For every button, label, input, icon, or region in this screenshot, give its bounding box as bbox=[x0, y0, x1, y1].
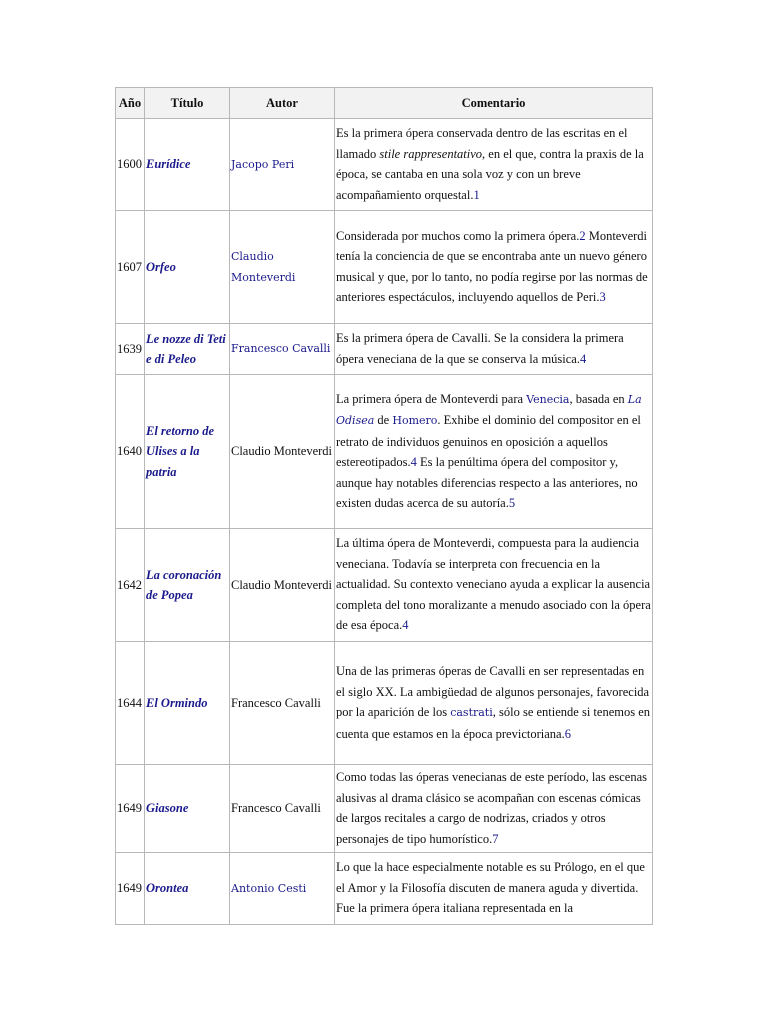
table-row bbox=[116, 211, 653, 324]
cell-year: 1649 bbox=[116, 765, 145, 853]
cell-year: 1644 bbox=[116, 642, 145, 765]
reference-link[interactable]: 4 bbox=[410, 455, 417, 469]
author-name: Francesco Cavalli bbox=[231, 801, 321, 816]
header-comment: Comentario bbox=[335, 88, 653, 119]
cell-year: 1640 bbox=[116, 375, 145, 529]
table-row bbox=[116, 642, 653, 765]
reference-link[interactable]: 7 bbox=[492, 831, 499, 846]
cell-comment bbox=[335, 529, 653, 642]
cell-author bbox=[230, 211, 335, 324]
table-row bbox=[116, 119, 653, 211]
cell-comment bbox=[335, 375, 653, 529]
table-row bbox=[116, 324, 653, 375]
reference-link[interactable]: 1 bbox=[473, 187, 480, 202]
cell-title bbox=[145, 529, 230, 642]
cell-year: 1642 bbox=[116, 529, 145, 642]
cell-author bbox=[230, 765, 335, 853]
opera-title-link[interactable]: El retorno de Ulises a la patria bbox=[146, 423, 215, 479]
author-link[interactable]: Jacopo Peri bbox=[231, 157, 295, 171]
reference-link[interactable]: 2 bbox=[579, 228, 586, 243]
reference-link[interactable]: 4 bbox=[402, 618, 409, 633]
cell-title bbox=[145, 765, 230, 853]
header-author: Autor bbox=[230, 88, 335, 119]
cell-comment bbox=[335, 642, 653, 765]
author-link[interactable]: Francesco Cavalli bbox=[231, 342, 331, 356]
comment-text: , basada en bbox=[569, 391, 628, 406]
comment-text: Como todas las óperas venecianas de este período, las escenas alusivas al drama clásico se acompañan con escenas cómicas de largos recitales a cargo de nodrizas, criados y otros personajes de tipo humorístico. bbox=[336, 770, 648, 846]
cell-comment bbox=[335, 119, 653, 211]
comment-text: de bbox=[374, 413, 393, 427]
table-header-row bbox=[116, 88, 653, 119]
comment-text: Es la primera ópera de Cavalli. Se la considera la primera ópera veneciana de la que se conserva la música. bbox=[336, 331, 624, 366]
cell-author bbox=[230, 324, 335, 375]
header-year: Año bbox=[116, 88, 145, 119]
comment-link[interactable]: Homero bbox=[392, 414, 438, 427]
opera-title-link[interactable]: Orontea bbox=[146, 881, 189, 896]
table-row bbox=[116, 853, 653, 925]
cell-year: 1600 bbox=[116, 119, 145, 211]
cell-author bbox=[230, 529, 335, 642]
comment-text: stile rappresentativo bbox=[379, 146, 483, 161]
comment-link[interactable]: castrati bbox=[450, 706, 493, 719]
cell-year: 1607 bbox=[116, 211, 145, 324]
cell-title bbox=[145, 375, 230, 529]
comment-text: Lo que la hace especialmente notable es su Prólogo, en el que el Amor y la Filosofía discuten de manera aguda y divertida. Fue la primera ópera italiana representada en la bbox=[336, 860, 645, 916]
comment-text: Considerada por muchos como la primera ópera. bbox=[336, 228, 580, 243]
reference-link[interactable]: 5 bbox=[508, 496, 516, 510]
cell-comment bbox=[335, 765, 653, 853]
table-row bbox=[116, 765, 653, 853]
comment-text: Es la primera ópera conservada dentro de las escritas en el llamado bbox=[336, 126, 628, 161]
cell-title bbox=[145, 119, 230, 211]
opera-title-link[interactable]: La coronación de Popea bbox=[146, 567, 222, 602]
comment-text: , sólo se entiende si tenemos en cuenta que estamos en la época previctoriana. bbox=[336, 705, 651, 741]
opera-title-link[interactable]: Giasone bbox=[146, 801, 189, 816]
cell-title bbox=[145, 324, 230, 375]
cell-author bbox=[230, 375, 335, 529]
comment-text: La última ópera de Monteverdi, compuesta para la audiencia veneciana. Todavía se interpreta con frecuencia en la actualidad. Su contexto veneciano ayuda a explicar la ausencia completa del tono moralizante a menudo asociado con la ópera de esa época. bbox=[336, 536, 651, 633]
cell-title bbox=[145, 642, 230, 765]
cell-year: 1649 bbox=[116, 853, 145, 925]
comment-text: . Exhibe el dominio del compositor en el retrato de individuos genuinos en oposición a aquellos estereotipados. bbox=[336, 413, 641, 469]
author-name: Claudio Monteverdi bbox=[231, 577, 333, 592]
cell-comment bbox=[335, 853, 653, 925]
reference-link[interactable]: 4 bbox=[579, 351, 587, 366]
comment-text: Monteverdi tenía la conciencia de que se encontraba ante un nuevo género musical y que, por lo tanto, no podía regirse por las normas de anteriores espectáculos, incluyendo aquellos de Peri. bbox=[336, 228, 648, 304]
comment-link[interactable]: La Odisea bbox=[336, 392, 642, 427]
author-name: Francesco Cavalli bbox=[231, 695, 321, 710]
opera-title-link[interactable]: Le nozze di Teti e di Peleo bbox=[146, 331, 226, 366]
cell-author bbox=[230, 853, 335, 925]
comment-text: Es la penúltima ópera del compositor y, aunque hay notables diferencias respecto a las anteriores, no existen dudas acerca de su autoría. bbox=[336, 455, 638, 510]
cell-author bbox=[230, 119, 335, 211]
cell-author bbox=[230, 642, 335, 765]
opera-title-link[interactable]: El Ormindo bbox=[146, 695, 208, 710]
cell-year: 1639 bbox=[116, 324, 145, 375]
comment-text: La primera ópera de Monteverdi para bbox=[336, 391, 527, 406]
reference-link[interactable]: 6 bbox=[564, 726, 571, 741]
cell-title bbox=[145, 211, 230, 324]
author-link[interactable]: Antonio Cesti bbox=[231, 881, 307, 895]
table-row bbox=[116, 375, 653, 529]
cell-title bbox=[145, 853, 230, 925]
cell-comment bbox=[335, 324, 653, 375]
comment-text: , en el que, contra la praxis de la época, se cantaba en una sola voz y con un breve acompañamiento orquestal. bbox=[336, 146, 644, 202]
table-row bbox=[116, 529, 653, 642]
reference-link[interactable]: 3 bbox=[599, 290, 606, 304]
author-link[interactable]: Claudio Monteverdi bbox=[231, 249, 296, 284]
opera-table bbox=[115, 87, 653, 925]
cell-comment bbox=[335, 211, 653, 324]
author-name: Claudio Monteverdi bbox=[231, 444, 333, 459]
opera-title-link[interactable]: Eurídice bbox=[146, 157, 191, 172]
table-body bbox=[116, 119, 653, 925]
opera-title-link[interactable]: Orfeo bbox=[146, 259, 176, 274]
comment-link[interactable]: Venecia bbox=[526, 392, 570, 406]
header-title: Título bbox=[145, 88, 230, 119]
comment-text: Una de las primeras óperas de Cavalli en ser representadas en el siglo XX. La ambigüedad de algunos personajes, favorecida por la aparición de los bbox=[336, 664, 650, 719]
